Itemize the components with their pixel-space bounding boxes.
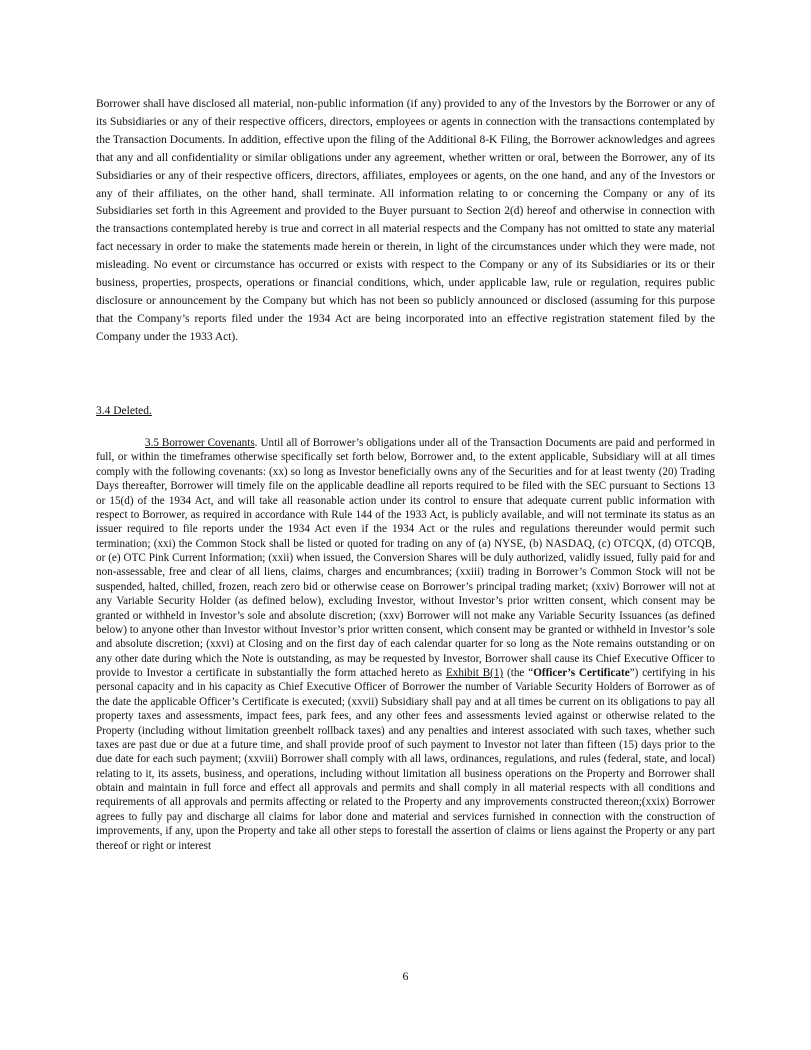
document-page xyxy=(96,96,715,347)
paragraph-disclosure: Borrower shall have disclosed all material, non-public information (if any) provided to any of the Investors by the Borrower or any of its Subsidiaries or any of their respective officers, directors, employees or agents in connection with the transactions contemplated by the Transaction Documents. In addition, effective upon the filing of the Additional 8-K Filing, the Borrower acknowledges and agrees that any and all confidentiality or similar obligations under any agreement, whether written or oral, between the Borrower, any of its Subsidiaries or any of their respective officers, directors, affiliates, employees or agents, on the one hand, and any of the Investors or any of their affiliates, on the other hand, shall terminate. All information relating to or concerning the Company or any of its Subsidiaries set forth in this Agreement and provided to the Buyer pursuant to Section 2(d) hereof and otherwise in connection with the transactions contemplated hereby is true and correct in all material respects and the Company has not omitted to state any material fact necessary in order to make the statements made herein or therein, in light of the circumstances under which they were made, not misleading. No event or circumstance has occurred or exists with respect to the Company or any of its Subsidiaries or its or their business, properties, prospects, operations or financial conditions, which, under applicable law, rule or regulation, requires public disclosure or announcement by the Company but which has not been so publicly announced or disclosed (assuming for this purpose that the Company’s reports filed under the 1934 Act are being incorporated into an effective registration statement filed by the Company under the 1933 Act). xyxy=(96,98,715,343)
section-3-5-heading: 3.5 Borrower Covenants xyxy=(145,437,255,449)
section-3-5-text-2: (the “ xyxy=(503,667,534,679)
section-3-4-heading xyxy=(96,404,152,419)
section-3-4-title: 3.4 Deleted. xyxy=(96,405,152,417)
exhibit-b1-reference: Exhibit B(1) xyxy=(445,667,504,679)
section-3-5-paragraph xyxy=(96,436,715,853)
officers-certificate-term: Officer’s Certificate xyxy=(533,667,630,679)
section-3-5-text-1: . Until all of Borrower’s obligations under all of the Transaction Documents are paid and performed in full, or within the timeframes otherwise specifically set forth below, Borrower and, to the extent applicable, Subsidiary will at all times comply with the following covenants: (xx) so long as Investor beneficially owns any of the Securities and for at least twenty (20) Trading Days thereafter, Borrower will timely file on the applicable deadline all reports required to be filed with the SEC pursuant to Sections 13 or 15(d) of the 1934 Act, and will take all reasonable action under its control to ensure that adequate current public information with respect to Borrower, as required in accordance with Rule 144 of the 1933 Act, is publicly available, and will not terminate its status as an issuer required to file reports under the 1934 Act even if the 1934 Act or the rules and regulations thereunder would permit such termination; (xxi) the Common Stock shall be listed or quoted for trading on any of (a) NYSE, (b) NASDAQ, (c) OTCQX, (d) OTCQB, or (e) OTC Pink Current Information; (xxii) when issued, the Conversion Shares will be duly authorized, validly issued, fully paid for and non-assessable, free and clear of all liens, claims, charges and encumbrances; (xxiii) trading in Borrower’s Common Stock will not be suspended, halted, chilled, frozen, reach zero bid or otherwise cease on Borrower’s principal trading market; (xxiv) Borrower will not at any Variable Security Holder (as defined below), excluding Investor, without Investor’s prior written consent, which consent may be granted or withheld in Investor’s sole and absolute discretion; (xxv) Borrower will not make any Variable Security Issuances (as defined below) to anyone other than Investor without Investor’s prior written consent, which consent may be granted or withheld in Investor’s sole and absolute discretion; (xxvi) at Closing and on the first day of each calendar quarter for so long as the Note remains outstanding or on any other date during which the Note is outstanding, as may be requested by Investor, Borrower shall cause its Chief Executive Officer to provide to Investor a certificate in substantially the form attached hereto as xyxy=(96,437,715,679)
section-3-5-text-3: ”) certifying in his personal capacity and in his capacity as Chief Executive Officer of Borrower the number of Variable Security Holders of Borrower as of the date the applicable Officer’s Certificate is executed; (xxvii) Subsidiary shall pay and at all times be current on its obligations to pay all property taxes and assessments, impact fees, park fees, and any other fees and assessments levied against or otherwise related to the Property (including without limitation greenbelt rollback taxes) and any penalties and interest associated with such taxes, whether such taxes are past due or due at a future time, and shall provide proof of such payment to Investor not later than fifteen (15) days prior to the due date for each such payment; (xxviii) Borrower shall comply with all laws, ordinances, regulations, and rules (federal, state, and local) relating to it, its assets, business, and operations, including without limitation all business operations on the Property and Borrower shall obtain and maintain in full force and effect all approvals and permits and shall comply in all material respects with all conditions and requirements of all approvals and permits affecting or related to the Property and any improvements constructed thereon;(xxix) Borrower agrees to fully pay and discharge all claims for labor done and material and services furnished in connection with the construction of improvements, if any, upon the Property and take all other steps to forestall the assertion of claims or liens against the Property or any part thereof or right or interest xyxy=(96,667,715,852)
page-number: 6 xyxy=(402,969,409,983)
